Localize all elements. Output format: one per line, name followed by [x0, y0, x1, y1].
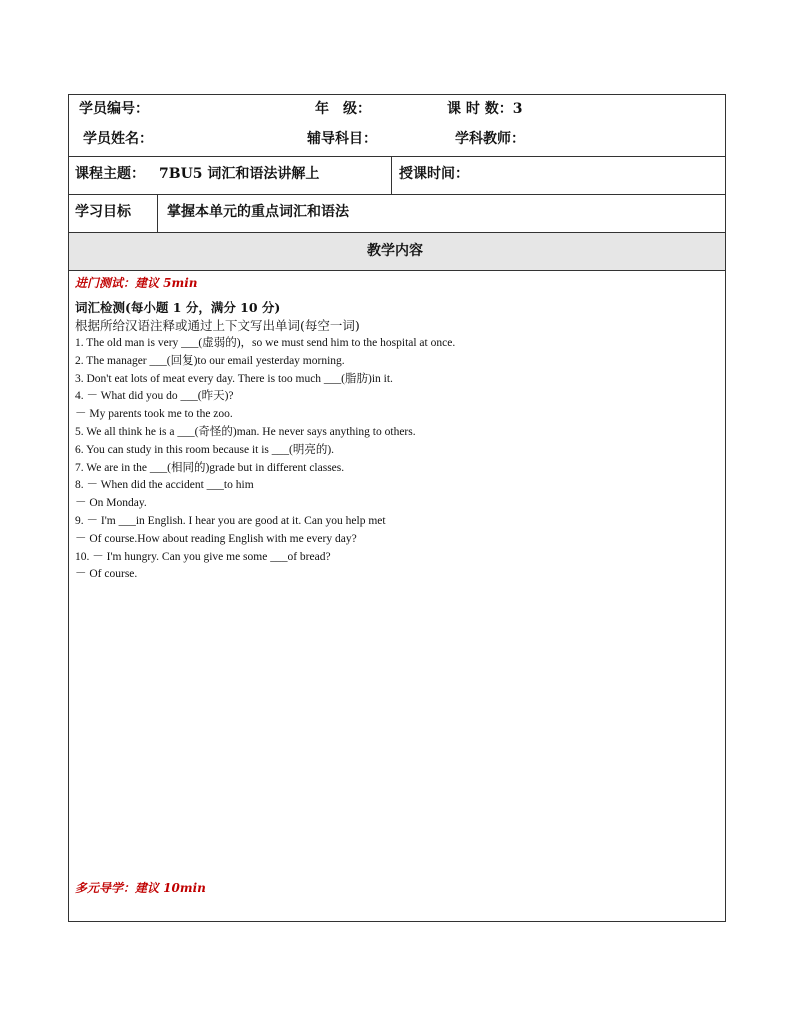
exercise-line: 4. － What did you do ___(昨天)?	[75, 390, 234, 403]
multi-guide-note: 多元导学：建议 10min	[75, 881, 206, 895]
lesson-table	[68, 94, 726, 922]
exercise-line: 6. You can study in this room because it is ___(明亮的).	[75, 443, 335, 456]
content-header-bar	[69, 233, 725, 270]
exercise-line: 9. － I'm ___in English. I hear you are good at it. Can you help met	[75, 515, 386, 527]
exercise-line: 10. － I'm hungry. Can you give me some ___of bread?	[75, 550, 331, 563]
exercise-line: 8. － When did the accident ___to him	[75, 479, 254, 492]
divider	[157, 194, 158, 232]
topic-value: 7BU5 词汇和语法讲解上	[159, 166, 320, 182]
student-name-label: 学员姓名：	[83, 131, 153, 147]
content-header: 教学内容	[367, 243, 423, 259]
divider	[69, 194, 725, 195]
exercise-line: － Of course.How about reading English with me every day?	[75, 532, 357, 545]
exercise-line: － On Monday.	[75, 497, 147, 510]
teacher-label: 学科教师：	[455, 131, 525, 147]
exercise-line: － Of course.	[75, 568, 138, 581]
time-label: 授课时间：	[399, 166, 469, 182]
divider	[391, 156, 392, 194]
vocab-title: 词汇检测(每小题 1 分，满分 10 分)	[75, 300, 281, 315]
exercise-line: － My parents took me to the zoo.	[75, 408, 233, 421]
entry-test-note: 进门测试：建议 5min	[75, 276, 198, 290]
topic-label: 课程主题：	[75, 166, 145, 182]
goal-value: 掌握本单元的重点词汇和语法	[167, 204, 349, 220]
exercise-line: 3. Don't eat lots of meat every day. There is too much ___(脂肪)in it.	[75, 372, 393, 385]
hours-label: 课 时 数：3	[447, 101, 523, 117]
divider	[69, 156, 725, 157]
exercise-line: 2. The manager ___(回复)to our email yesterday morning.	[75, 354, 345, 367]
divider	[69, 270, 725, 271]
goal-label: 学习目标	[75, 204, 131, 220]
exercise-line: 5. We all think he is a ___(奇怪的)man. He never says anything to others.	[75, 426, 416, 438]
exercise-line: 1. The old man is very ___(虚弱的)，so we must send him to the hospital at once.	[75, 337, 456, 349]
vocab-instruction: 根据所给汉语注释或通过上下文写出单词(每空一词)	[75, 318, 360, 333]
subject-label: 辅导科目：	[307, 131, 377, 147]
student-id-label: 学员编号：	[79, 101, 149, 117]
exercise-line: 7. We are in the ___(相同的)grade but in different classes.	[75, 461, 345, 474]
grade-label: 年 级：	[315, 101, 371, 117]
